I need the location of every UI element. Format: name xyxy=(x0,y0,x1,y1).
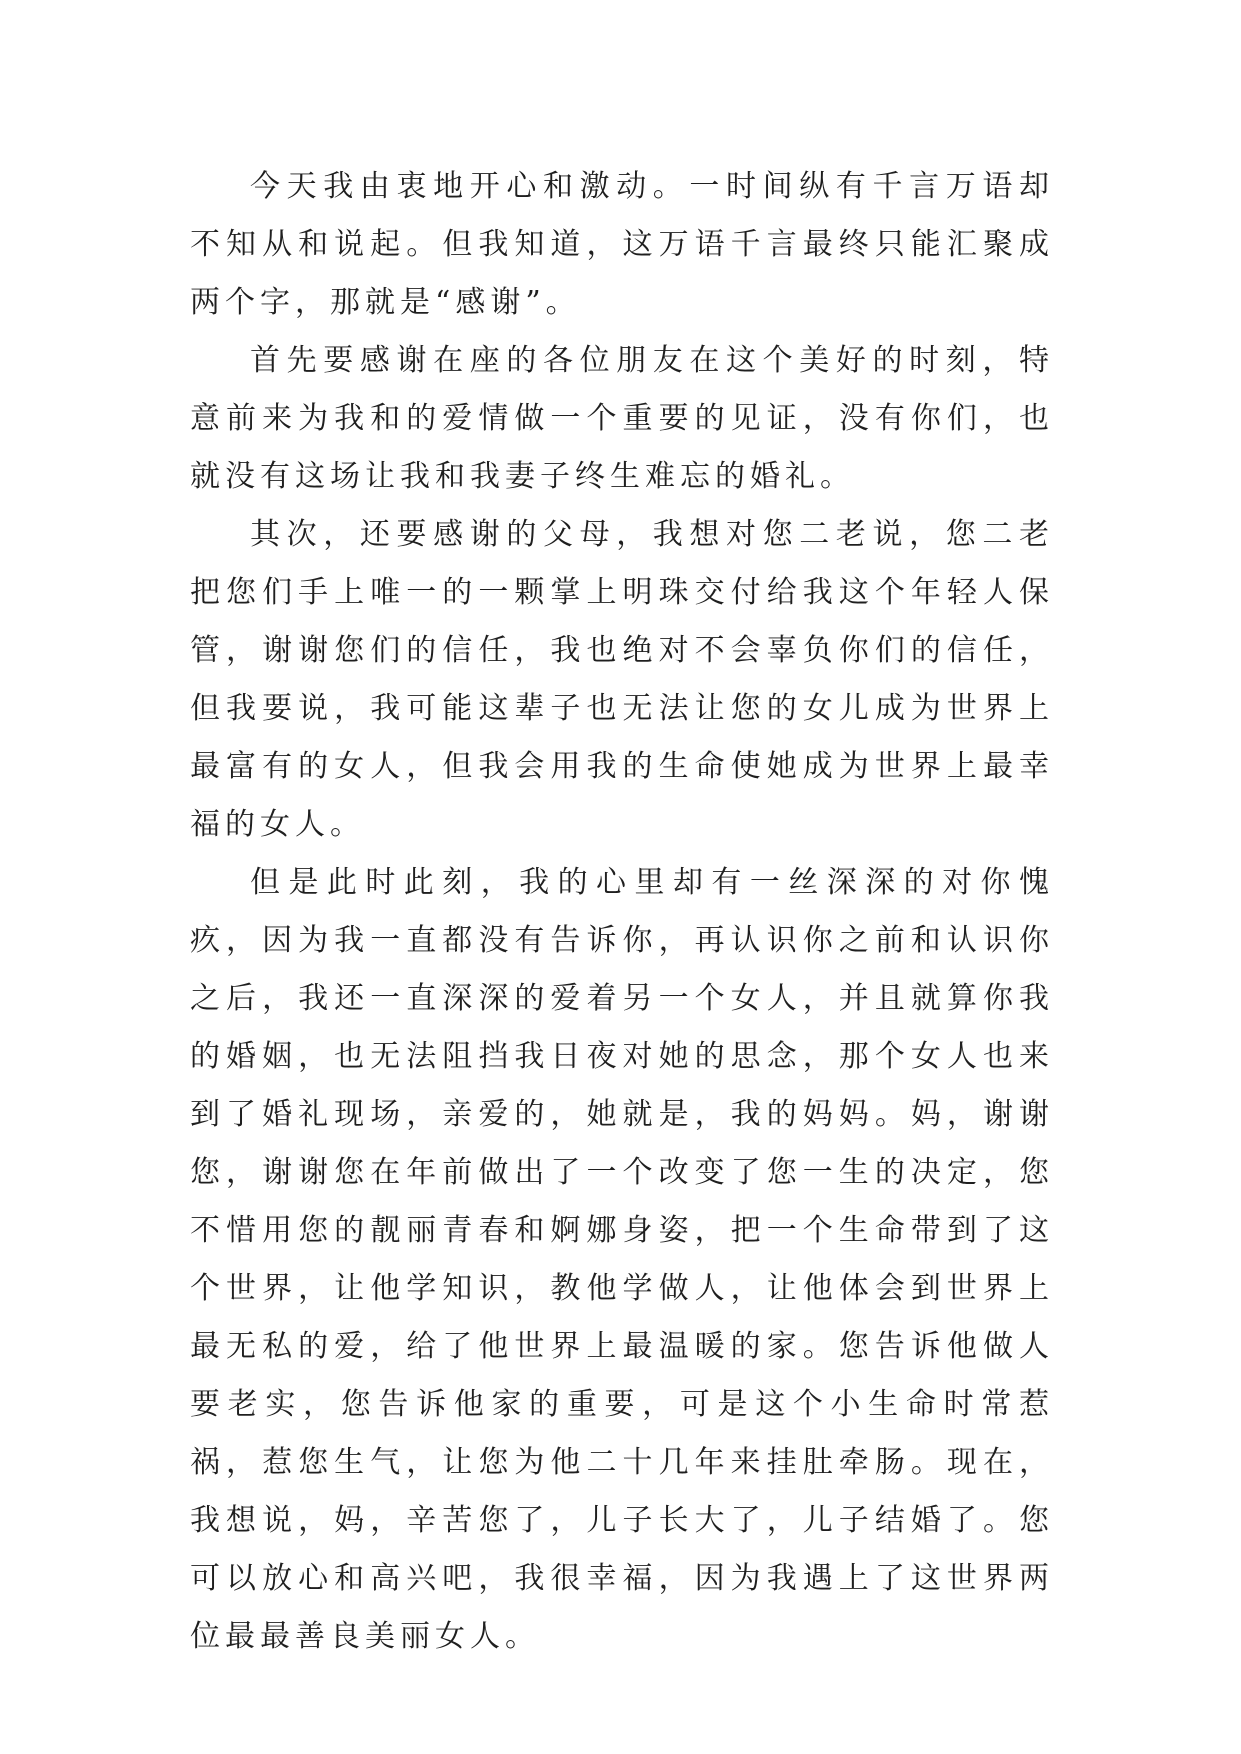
paragraph-4: 但是此时此刻，我的心里却有一丝深深的对你愧疚，因为我一直都没有告诉你，再认识你之前和认识你之后，我还一直深深的爱着另一个女人，并且就算你我的婚姻，也无法阻挡我日夜对她的思念，那个女人也来到了婚礼现场，亲爱的，她就是，我的妈妈。妈，谢谢您，谢谢您在年前做出了一个改变了您一生的决定，您不惜用您的靓丽青春和婀娜身姿，把一个生命带到了这个世界，让他学知识，教他学做人，让他体会到世界上最无私的爱，给了他世界上最温暖的家。您告诉他做人要老实，您告诉他家的重要，可是这个小生命时常惹祸，惹您生气，让您为他二十几年来挂肚牵肠。现在，我想说，妈，辛苦您了，儿子长大了，儿子结婚了。您可以放心和高兴吧，我很幸福，因为我遇上了这世界两位最最善良美丽女人。 xyxy=(190,865,1054,1654)
paragraph-1: 今天我由衷地开心和激动。一时间纵有千言万语却不知从和说起。但我知道，这万语千言最终只能汇聚成两个字，那就是“感谢”。 xyxy=(190,169,1054,320)
document-body xyxy=(190,158,1054,1666)
paragraph-3: 其次，还要感谢的父母，我想对您二老说，您二老把您们手上唯一的一颗掌上明珠交付给我这个年轻人保管，谢谢您们的信任，我也绝对不会辜负你们的信任，但我要说，我可能这辈子也无法让您的女儿成为世界上最富有的女人，但我会用我的生命使她成为世界上最幸福的女人。 xyxy=(190,517,1054,842)
paragraph-2: 首先要感谢在座的各位朋友在这个美好的时刻，特意前来为我和的爱情做一个重要的见证，没有你们，也就没有这场让我和我妻子终生难忘的婚礼。 xyxy=(190,343,1054,494)
